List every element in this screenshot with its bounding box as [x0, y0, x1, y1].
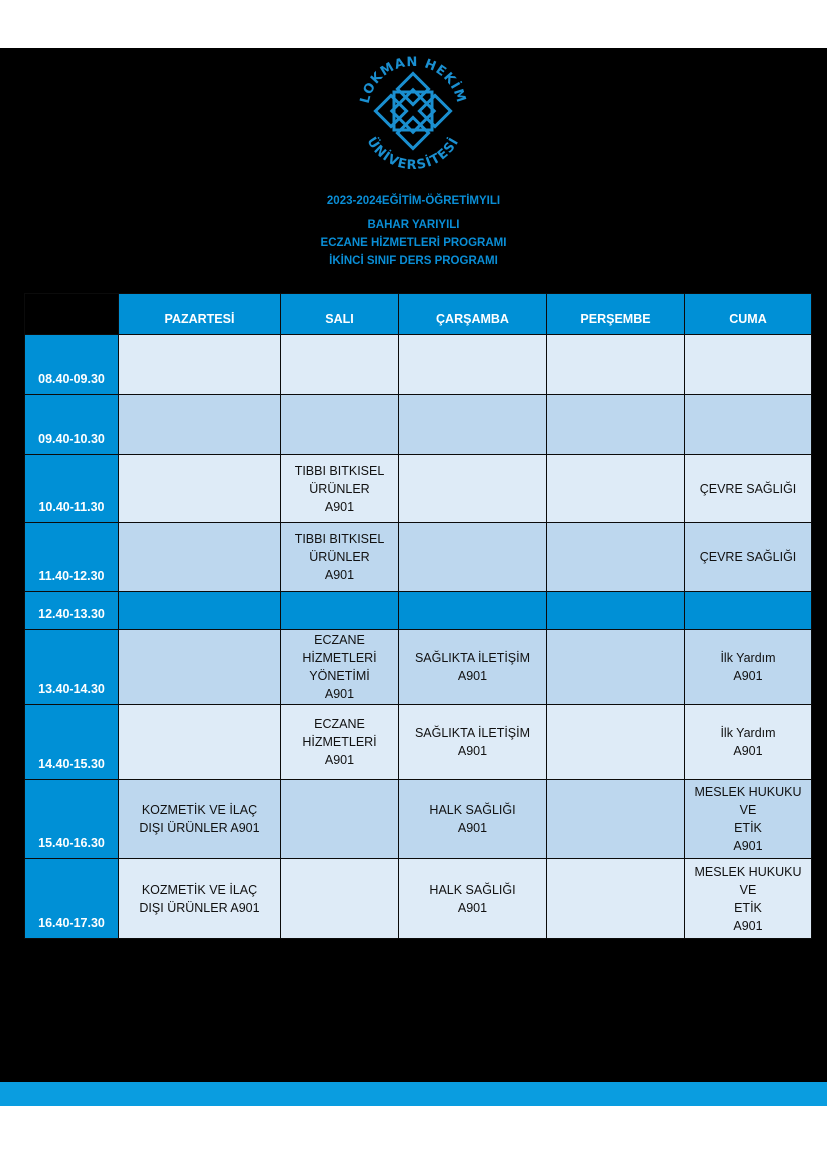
- table-row: [25, 523, 812, 592]
- course-cell: [281, 335, 399, 395]
- course-cell: KOZMETİK VE İLAÇ DIŞI ÜRÜNLER A901: [119, 859, 281, 939]
- course-cell: [547, 523, 685, 592]
- course-cell: TIBBI BITKISEL ÜRÜNLER A901: [281, 455, 399, 523]
- course-cell: [685, 335, 812, 395]
- course-cell: [547, 395, 685, 455]
- table-row: [25, 780, 812, 859]
- day-header: PERŞEMBE: [547, 294, 685, 335]
- svg-text:LOKMAN HEKİM: [358, 55, 469, 105]
- course-cell: [547, 705, 685, 780]
- course-cell: [547, 592, 685, 630]
- course-cell: [399, 335, 547, 395]
- course-cell: MESLEK HUKUKU VE ETİK A901: [685, 859, 812, 939]
- course-cell: İlk Yardım A901: [685, 630, 812, 705]
- time-slot-cell: 14.40-15.30: [25, 705, 119, 780]
- footer-bar: [0, 1082, 827, 1106]
- course-cell: [119, 523, 281, 592]
- course-cell: [547, 780, 685, 859]
- course-cell: [281, 592, 399, 630]
- day-header: SALI: [281, 294, 399, 335]
- course-cell: SAĞLIKTA İLETİŞİM A901: [399, 630, 547, 705]
- day-header: CUMA: [685, 294, 812, 335]
- course-cell: SAĞLIKTA İLETİŞİM A901: [399, 705, 547, 780]
- course-cell: KOZMETİK VE İLAÇ DIŞI ÜRÜNLER A901: [119, 780, 281, 859]
- course-cell: [547, 335, 685, 395]
- time-slot-cell: 13.40-14.30: [25, 630, 119, 705]
- svg-text:ÜNİVERSİTESİ: [364, 134, 463, 173]
- time-slot-cell: 11.40-12.30: [25, 523, 119, 592]
- time-slot-cell: 12.40-13.30: [25, 592, 119, 630]
- course-cell: ÇEVRE SAĞLIĞI: [685, 523, 812, 592]
- table-row: [25, 455, 812, 523]
- course-cell: MESLEK HUKUKU VE ETİK A901: [685, 780, 812, 859]
- course-cell: HALK SAĞLIĞI A901: [399, 859, 547, 939]
- university-logo: [350, 48, 476, 174]
- course-cell: [547, 455, 685, 523]
- table-row: [25, 395, 812, 455]
- corner-cell: [25, 294, 119, 335]
- course-cell: TIBBI BITKISEL ÜRÜNLER A901: [281, 523, 399, 592]
- course-cell: ECZANE HİZMETLERİ YÖNETİMİ A901: [281, 630, 399, 705]
- logo-text-top: LOKMAN HEKİM: [357, 54, 469, 106]
- table-row: [25, 592, 812, 630]
- time-slot-cell: 16.40-17.30: [25, 859, 119, 939]
- table-row: [25, 335, 812, 395]
- course-cell: HALK SAĞLIĞI A901: [399, 780, 547, 859]
- course-cell: [119, 705, 281, 780]
- course-cell: [399, 523, 547, 592]
- course-cell: [399, 592, 547, 630]
- table-row: [25, 859, 812, 939]
- time-slot-cell: 10.40-11.30: [25, 455, 119, 523]
- time-slot-cell: 15.40-16.30: [25, 780, 119, 859]
- class-title: İKİNCİ SINIF DERS PROGRAMI: [329, 255, 498, 267]
- course-cell: [119, 630, 281, 705]
- course-cell: [119, 592, 281, 630]
- time-slot-cell: 09.40-10.30: [25, 395, 119, 455]
- schedule-table: [24, 293, 812, 939]
- program-title: ECZANE HİZMETLERİ PROGRAMI: [320, 237, 507, 249]
- course-cell: [399, 395, 547, 455]
- course-cell: ÇEVRE SAĞLIĞI: [685, 455, 812, 523]
- course-cell: [281, 859, 399, 939]
- day-header: ÇARŞAMBA: [399, 294, 547, 335]
- course-cell: [547, 859, 685, 939]
- course-cell: [685, 592, 812, 630]
- course-cell: ECZANE HİZMETLERİ A901: [281, 705, 399, 780]
- day-header: PAZARTESİ: [119, 294, 281, 335]
- schedule-header-row: [25, 294, 812, 335]
- logo-text-bottom: ÜNİVERSİTESİ: [363, 134, 463, 174]
- course-cell: [119, 335, 281, 395]
- course-cell: İlk Yardım A901: [685, 705, 812, 780]
- table-row: [25, 630, 812, 705]
- time-slot-cell: 08.40-09.30: [25, 335, 119, 395]
- course-cell: [685, 395, 812, 455]
- course-cell: [281, 395, 399, 455]
- course-cell: [399, 455, 547, 523]
- course-cell: [119, 395, 281, 455]
- semester-title: BAHAR YARIYILI: [367, 219, 460, 231]
- course-cell: [281, 780, 399, 859]
- table-row: [25, 705, 812, 780]
- course-cell: [119, 455, 281, 523]
- document-header: [0, 192, 827, 270]
- course-cell: [547, 630, 685, 705]
- academic-year-title: 2023-2024EĞİTİM-ÖĞRETİMYILI: [326, 195, 501, 207]
